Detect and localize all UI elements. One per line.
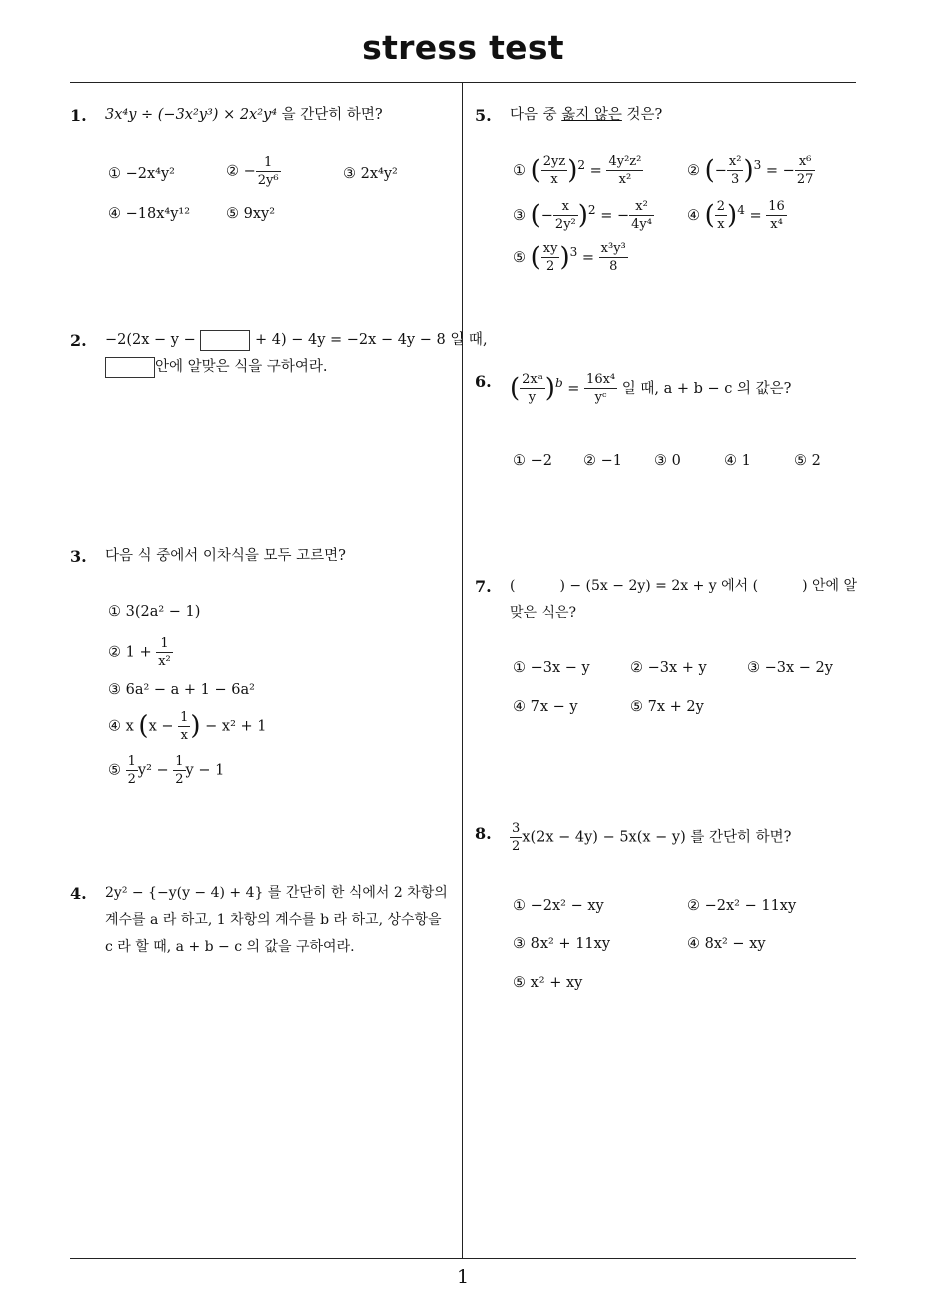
option-2: ② − $\frac{1}{\text{2y⁶}}$ [226,155,279,188]
option-4: ④ 1 [724,453,751,469]
option-5: ⑤ $\frac{1}{2}$ y² − $\frac{1}{2}$ y − 1 [108,754,225,787]
option-4: ④ 8x² − xy [687,936,766,952]
option-4: ④ 7x − y [513,699,578,715]
question-stem: 3x⁴y ÷ (−3x²y³) × 2x²y⁴ 을 간단히 하면? [105,107,383,123]
option-5: ⑤ ( $\frac{xy}{2}$ )$^3$ = $\frac{\text{x³y³}}{8}$ [513,241,626,275]
option-1: ① −3x − y [513,660,590,676]
option-4: ④ −18x⁴y¹² [108,206,191,222]
footer-rule [70,1258,856,1259]
answer-box [200,330,250,351]
option-5: ⑤ 2 [794,453,821,469]
option-2: ② −1 [583,453,622,469]
option-1: ① −2x⁴y² [108,166,175,182]
option-3: ③ 8x² + 11xy [513,936,611,952]
page-title: stress test [362,28,564,67]
option-2: ② 1 + $\frac{1}{\text{x²}}$ [108,636,171,669]
option-3: ③ 2x⁴y² [343,166,398,182]
option-5: ⑤ 9xy² [226,206,276,222]
question-number: 4. [70,884,87,903]
question-number: 6. [475,372,492,391]
question-number: 3. [70,547,87,566]
question-stem: $\frac{3}{2}$ x(2x − 4y) − 5x(x − y) 를 간단히 하면? [512,821,792,854]
option-5: ⑤ 7x + 2y [630,699,704,715]
question-number: 1. [70,106,87,125]
option-2: ② −2x² − 11xy [687,898,797,914]
question-stem: ( $\frac{\text{2xᵃ}}{y}$ )$^b$ = $\frac{\text{16x⁴}}{\text{yᶜ}}$ 일 때, a + b − c 의 값은? [510,372,792,406]
option-4: ④ x (x − $\frac{1}{x}$ ) − x² + 1 [108,710,267,743]
option-3: ③ 6a² − a + 1 − 6a² [108,682,255,698]
question-number: 5. [475,106,492,125]
option-3: ③ 0 [654,453,681,469]
page-number: 1 [456,1266,470,1288]
question-stem: −2(2x − y − + 4) − 4y = −2x − 4y − 8 일 때, 안에 알맞은 식을 구하여라. [105,327,488,381]
answer-box [105,357,155,378]
option-2: ② −3x + y [630,660,707,676]
option-1: ① 3(2a² − 1) [108,604,201,620]
question-stem: 다음 중 옳지 않은 것은? [510,107,663,123]
question-stem: 2y² − {−y(y − 4) + 4} 를 간단히 한 식에서 2 차항의 계수를 a 라 하고, 1 차항의 계수를 b 라 하고, 상수항을 c 라 할 때, a + b − c 의 값을 구하여라. [105,885,448,955]
header-rule [70,82,856,83]
option-2: ② (− $\frac{\text{x²}}{3}$ )$^3$ = − $\frac{\text{x⁶}}{27}$ [687,154,814,188]
question-number: 2. [70,331,87,350]
option-3: ③ (− $\frac{x}{\text{2y²}}$ )$^2$ = − $\frac{\text{x²}}{\text{4y⁴}}$ [513,199,652,233]
question-stem: ( ) − (5x − 2y) = 2x + y 에서 ( ) 안에 알 맞은 식은? [510,578,858,621]
column-divider [462,83,463,1258]
option-4: ④ ( $\frac{2}{x}$ )$^4$ = $\frac{16}{\text{x⁴}}$ [687,199,785,233]
option-1: ① −2 [513,453,552,469]
question-stem: 다음 식 중에서 이차식을 모두 고르면? [105,548,346,564]
option-3: ③ −3x − 2y [747,660,833,676]
option-5: ⑤ x² + xy [513,975,583,991]
option-1: ① −2x² − xy [513,898,604,914]
question-number: 7. [475,577,492,596]
option-1: ① ( $\frac{2yz}{x}$ )$^2$ = $\frac{\text{4y²z²}}{\text{x²}}$ [513,154,642,188]
question-number: 8. [475,824,492,843]
